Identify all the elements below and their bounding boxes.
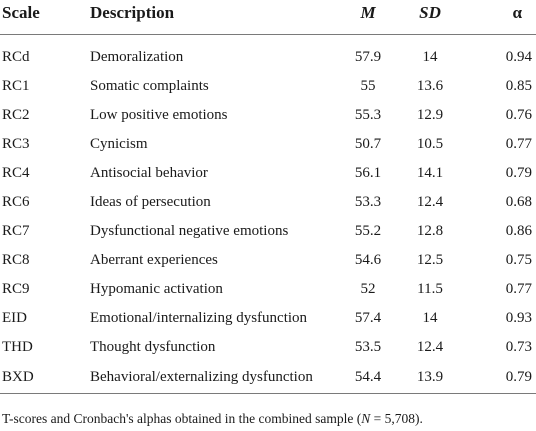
cell-alpha: 0.68: [505, 194, 532, 210]
cell-sd: 11.5: [417, 281, 443, 297]
cell-alpha: 0.77: [505, 136, 532, 152]
cell-description: Ideas of persecution: [90, 194, 211, 210]
cell-scale: RC7: [2, 223, 30, 239]
cell-sd: 14: [422, 49, 438, 65]
cell-scale: RC3: [2, 136, 30, 152]
cell-mean: 57.9: [354, 49, 382, 65]
cell-scale: RC4: [2, 165, 30, 181]
cell-mean: 54.6: [354, 252, 382, 268]
table-row: [0, 188, 536, 217]
cell-description: Low positive emotions: [90, 107, 228, 123]
header-description: Description: [90, 0, 340, 35]
cell-description: Hypomanic activation: [90, 281, 223, 297]
table-row: [0, 35, 536, 73]
cell-alpha: 0.93: [505, 310, 532, 326]
cell-description: Somatic complaints: [90, 78, 209, 94]
cell-mean: 55.3: [354, 107, 382, 123]
cell-mean: 55: [360, 78, 376, 94]
table-row: [0, 246, 536, 275]
cell-alpha: 0.85: [505, 78, 532, 94]
table-body: [0, 35, 536, 394]
header-scale: Scale: [0, 0, 90, 35]
cell-description: Behavioral/externalizing dysfunction: [90, 362, 340, 394]
table-row: [0, 217, 536, 246]
cell-mean: 53.3: [354, 194, 382, 210]
table-row: [0, 130, 536, 159]
cell-sd: 12.4: [416, 339, 444, 355]
cell-sd: 14.1: [416, 165, 444, 181]
table-row: [0, 362, 536, 394]
cell-description: Emotional/internalizing dysfunction: [90, 310, 308, 326]
cell-scale: BXD: [0, 362, 90, 394]
cell-mean: 50.7: [354, 136, 382, 152]
cell-alpha: 0.94: [505, 49, 532, 65]
cell-scale: RC9: [2, 281, 30, 297]
footnote-n-symbol: N: [361, 411, 371, 426]
cell-sd: 14: [422, 310, 438, 326]
cell-sd: 13.6: [416, 78, 444, 94]
cell-alpha: 0.86: [505, 223, 532, 239]
cell-scale: THD: [2, 339, 33, 355]
header-sd: SD: [396, 0, 464, 35]
cell-sd: 12.5: [416, 252, 444, 268]
cell-alpha: 0.76: [505, 107, 532, 123]
table-row: [0, 275, 536, 304]
cell-sd: 12.4: [416, 194, 444, 210]
cell-sd: 10.5: [416, 136, 444, 152]
cell-mean: 53.5: [354, 339, 382, 355]
footnote-prefix: T-scores and Cronbach's alphas obtained in the combined sample (: [2, 411, 362, 426]
cell-description: Aberrant experiences: [90, 252, 218, 268]
cell-scale: RC8: [2, 252, 30, 268]
header-row: [0, 0, 536, 35]
cell-alpha: 0.79: [464, 362, 536, 394]
cell-scale: RCd: [2, 49, 30, 65]
cell-alpha: 0.75: [505, 252, 532, 268]
cell-scale: EID: [2, 310, 27, 326]
footnote-n-value: = 5,708).: [370, 411, 423, 426]
header-mean: M: [340, 0, 396, 35]
cell-description: Demoralization: [90, 49, 184, 65]
table-footnote: [2, 410, 423, 428]
cell-mean: 54.4: [340, 362, 396, 394]
cell-description: Cynicism: [90, 136, 148, 152]
cell-scale: RC1: [2, 78, 30, 94]
table-row: [0, 72, 536, 101]
cell-scale: RC2: [2, 107, 30, 123]
cell-description: Thought dysfunction: [90, 339, 216, 355]
cell-description: Dysfunctional negative emotions: [90, 223, 289, 239]
table-row: [0, 101, 536, 130]
table-row: [0, 304, 536, 333]
cell-mean: 57.4: [354, 310, 382, 326]
cell-mean: 52: [360, 281, 376, 297]
table-row: [0, 159, 536, 188]
cell-alpha: 0.79: [505, 165, 532, 181]
cell-sd: 13.9: [396, 362, 464, 394]
table-header: [0, 0, 536, 35]
cell-alpha: 0.73: [505, 339, 532, 355]
cell-scale: RC6: [2, 194, 30, 210]
header-alpha: α: [464, 0, 536, 35]
cell-sd: 12.9: [416, 107, 444, 123]
cell-alpha: 0.77: [505, 281, 532, 297]
cell-description: Antisocial behavior: [90, 165, 208, 181]
cell-mean: 55.2: [354, 223, 382, 239]
table-row: [0, 333, 536, 362]
cell-mean: 56.1: [354, 165, 382, 181]
cell-sd: 12.8: [416, 223, 444, 239]
